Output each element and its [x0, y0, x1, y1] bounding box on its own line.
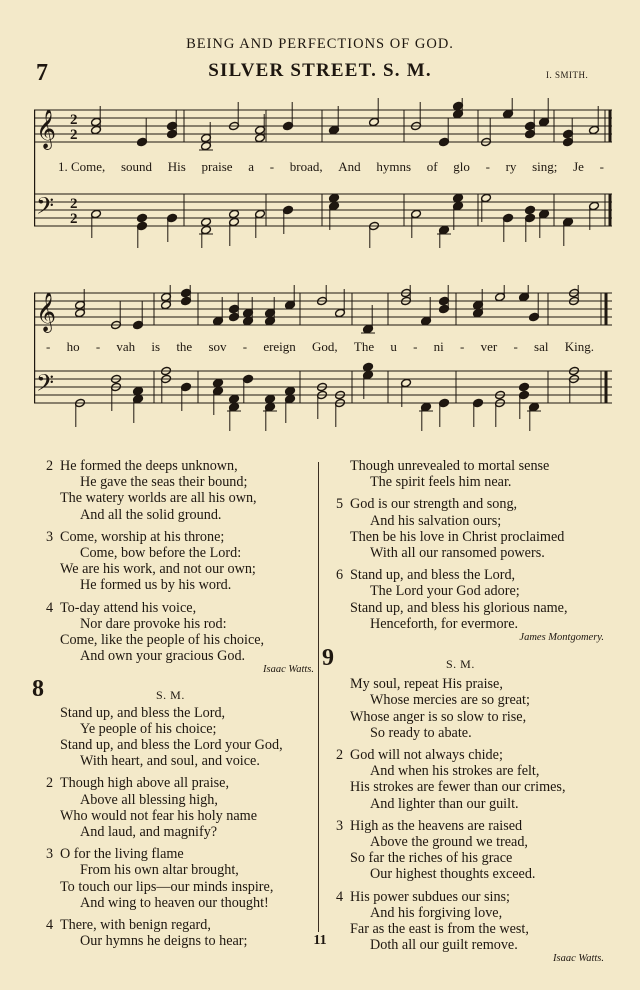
verse-line-text: We are his work, and not our own; [60, 561, 256, 578]
verse-line [46, 879, 314, 895]
quarter-note [133, 386, 144, 395]
verse-line [336, 567, 604, 583]
verse-line-text: Henceforth, for evermore. [370, 615, 519, 632]
lyric-syllable: vah [116, 339, 136, 354]
hymn-number-8: 8 [32, 675, 44, 702]
verse-line-text: And all the solid ground. [80, 506, 222, 523]
verse-line-text: Doth all our guilt remove. [370, 937, 518, 954]
verse-line-text: Whose anger is so slow to rise, [350, 708, 527, 725]
verse [46, 775, 314, 840]
verse-line-text: He gave the seas their bound; [80, 474, 248, 491]
lyric-syllable: - [413, 339, 418, 354]
verse-number: 5 [336, 496, 344, 513]
verse-line-text: His power subdues our sins; [350, 888, 510, 905]
verse-line-text: Above all blessing high, [80, 791, 218, 808]
verse-line-text: Ye people of his choice; [80, 720, 217, 737]
lyric-syllable: ry [505, 159, 517, 174]
right-column [322, 458, 604, 968]
verse-line-text: My soul, repeat His praise, [350, 676, 503, 693]
verse-line [336, 725, 604, 741]
lyric-syllable: - [460, 339, 465, 354]
verse-line-text: Come, like the people of his choice, [60, 632, 265, 649]
treble-clef-icon: 𝄞 [36, 292, 57, 332]
verse-line-text: And wing to heaven our thought! [80, 894, 269, 911]
quarter-note [137, 213, 148, 222]
lyric-syllable: - [599, 159, 604, 174]
verse-line [336, 529, 604, 545]
verse-line [46, 616, 314, 632]
lyric-syllable: 1. Come, [58, 159, 106, 174]
verse-line [46, 753, 314, 769]
verse-line-text: God will not always chide; [350, 747, 503, 764]
quarter-note [453, 193, 464, 202]
lyric-syllable: a [248, 159, 255, 174]
verse-line-text: With heart, and soul, and voice. [80, 753, 260, 770]
column-divider [318, 462, 319, 932]
lyric-syllable: sing; [532, 159, 558, 174]
verse-line [46, 561, 314, 577]
verse-line [46, 474, 314, 490]
running-head: BEING AND PERFECTIONS OF GOD. [186, 36, 454, 52]
verse-line [336, 747, 604, 763]
verse-line [46, 775, 314, 791]
verse-line-text: Stand up, and bless his glorious name, [350, 599, 568, 616]
verse [46, 705, 314, 770]
verse-line [336, 496, 604, 512]
verse-line [336, 545, 604, 561]
lyric-syllable: God, [312, 339, 338, 354]
verse-line-text: O for the living flame [60, 846, 184, 863]
verse [336, 496, 604, 561]
verse-line [336, 779, 604, 795]
verse-line-text: So ready to abate. [370, 724, 472, 741]
verse-line [46, 529, 314, 545]
lyric-syllable: hymns [376, 159, 412, 174]
verse-line-text: There, with benign regard, [60, 917, 211, 934]
lyric-syllable: His [167, 159, 186, 174]
verse-number: 6 [336, 567, 344, 584]
verse-line-text: He formed us by his word. [80, 577, 232, 594]
verse-line [336, 866, 604, 882]
verse-line [46, 846, 314, 862]
verse-line [46, 490, 314, 506]
verse-line [336, 834, 604, 850]
verse-number: 4 [46, 599, 54, 616]
music-staff-system-2 [34, 285, 612, 435]
verse-line-text: The spirit feels him near. [370, 474, 512, 491]
lyric-syllable: - [269, 159, 275, 174]
verse-line-text: And own your gracious God. [80, 648, 246, 665]
quarter-note [519, 382, 530, 391]
verse [46, 846, 314, 911]
verse-line-text: God is our strength and song, [350, 496, 518, 513]
lyric-syllable: ereign [263, 339, 296, 354]
hymn-7-author: Isaac Watts. [263, 664, 314, 676]
verse-line-text: Come, bow before the Lord: [80, 545, 242, 562]
verse-line [336, 763, 604, 779]
hymn-9-verses [336, 676, 604, 953]
hymn-8-author: James Montgomery. [519, 632, 604, 644]
verse-line [336, 583, 604, 599]
verse-line [336, 889, 604, 905]
verse-line [336, 692, 604, 708]
verse-line-text: And laud, and magnify? [80, 824, 218, 841]
verse-line [336, 458, 604, 474]
left-column [32, 458, 314, 950]
hymn-9-author: Isaac Watts. [553, 953, 604, 965]
verse-line [46, 632, 314, 648]
lyric-syllable: ver [480, 339, 498, 354]
verse [336, 818, 604, 883]
music-system-2 [34, 285, 612, 435]
verse-line [336, 818, 604, 834]
quarter-note [265, 394, 276, 403]
tune-title: SILVER STREET. S. M. [208, 60, 432, 81]
lyric-syllable: u [390, 339, 397, 354]
verse-line-text: Stand up, and bless the Lord, [350, 567, 516, 584]
verse-line-text: Then be his love in Christ proclaimed [350, 528, 565, 545]
verse [336, 458, 604, 490]
lyric-syllable: ho [66, 339, 80, 354]
quarter-note [525, 205, 536, 214]
verse-line [46, 862, 314, 878]
verse-number: 2 [46, 775, 54, 792]
hymn-7-verses [46, 458, 314, 664]
verse-line [46, 808, 314, 824]
verse-line-text: His strokes are fewer than our crimes, [350, 779, 566, 796]
verse-line-text: And his salvation ours; [370, 512, 502, 529]
page-number: 11 [313, 933, 327, 948]
verse-number: 4 [46, 917, 54, 934]
verse [336, 567, 604, 632]
verse-line-text: Our highest thoughts exceed. [370, 866, 536, 883]
lyric-syllable: of [426, 159, 438, 174]
lyric-syllable: Je [573, 159, 584, 174]
verse [46, 458, 314, 523]
half-note [229, 209, 240, 218]
verse-number: 2 [336, 747, 344, 764]
verse-number: 4 [336, 888, 344, 905]
verse [336, 747, 604, 812]
verse-line-text: High as the heavens are raised [350, 817, 523, 834]
bass-clef-icon: 𝄢 [36, 192, 55, 225]
lyric-syllable: The [353, 339, 375, 354]
verse-line [46, 824, 314, 840]
lyric-syllable: King. [564, 339, 594, 354]
lyric-syllable: sound [121, 159, 153, 174]
verse-line [46, 577, 314, 593]
verse-line-text: And when his strokes are felt, [370, 763, 540, 780]
verse-line-text: Who would not fear his holy name [60, 807, 258, 824]
time-signature: 2 [70, 127, 78, 143]
verse-number: 2 [46, 458, 54, 474]
lyric-syllable: - [485, 159, 490, 174]
verse [336, 676, 604, 741]
verse-line [46, 600, 314, 616]
verse-line [336, 513, 604, 529]
quarter-note [363, 362, 374, 371]
verse-line [46, 895, 314, 911]
verse-line-text: So far the riches of his grace [350, 850, 513, 867]
verse-line-text: Stand up, and bless the Lord your God, [60, 737, 283, 754]
verse-line-text: With all our ransomed powers. [370, 545, 545, 562]
quarter-note [229, 394, 240, 403]
verse-line-text: Far as the east is from the west, [350, 921, 529, 938]
verse-line [46, 792, 314, 808]
lyric-syllable: - [242, 339, 248, 354]
verse-line [336, 850, 604, 866]
lyric-syllable: - [95, 339, 101, 354]
lyric-syllable: sov [208, 339, 227, 354]
verse-line-text: And his forgiving love, [370, 904, 503, 921]
verse [46, 600, 314, 665]
verse-line [46, 917, 314, 933]
lyric-syllable: praise [201, 159, 233, 174]
hymn-number-7: 7 [36, 60, 48, 86]
lyric-syllable: sal [534, 339, 549, 354]
verse-line-text: The Lord your God adore; [370, 583, 520, 600]
hymn-8-continued-verses [336, 458, 604, 632]
verse-line [46, 737, 314, 753]
verse-line-text: The watery worlds are all his own, [60, 490, 257, 507]
hymn-number-9: 9 [322, 645, 334, 672]
lyric-syllable: is [151, 339, 161, 354]
verse-line [336, 796, 604, 812]
verse-line-text: He formed the deeps unknown, [60, 458, 238, 474]
quarter-note [213, 378, 224, 387]
lyrics-line-2 [46, 339, 594, 355]
lyric-syllable: ni [433, 339, 444, 354]
hymn-9-meter: S. M. [446, 657, 475, 672]
quarter-note [285, 386, 296, 395]
verse [46, 529, 314, 594]
verse-line-text: Nor dare provoke his rod: [80, 615, 227, 632]
time-signature: 2 [70, 196, 78, 212]
hymn-8-verses [46, 705, 314, 950]
verse-line [46, 458, 314, 474]
verse-line [46, 507, 314, 523]
verse-line-text: Though high above all praise, [60, 775, 230, 792]
quarter-note [329, 193, 340, 202]
verse-line-text: Above the ground we tread, [370, 834, 528, 851]
lyric-syllable: And [338, 159, 361, 174]
half-note [201, 217, 212, 226]
verse-line [46, 721, 314, 737]
verse-line-text: To-day attend his voice, [60, 599, 197, 616]
verse-line-text: Come, worship at his throne; [60, 528, 225, 545]
verse-line [46, 705, 314, 721]
verse-line-text: Though unrevealed to mortal sense [350, 458, 550, 474]
hymn-9-heading [322, 645, 604, 676]
verse-line-text: From his own altar brought, [80, 862, 239, 879]
time-signature: 2 [70, 211, 78, 227]
verse-line-text: Whose mercies are so great; [370, 692, 530, 709]
verse-line-text: Our hymns he deigns to hear; [80, 933, 248, 950]
lyric-syllable: broad, [289, 159, 323, 174]
verse-line [336, 676, 604, 692]
lyric-syllable: - [46, 339, 51, 354]
verse-line-text: Stand up, and bless the Lord, [60, 704, 226, 721]
verse-number: 3 [336, 817, 344, 834]
verse-number: 3 [46, 846, 54, 863]
time-signature: 2 [70, 112, 78, 128]
verse-line [336, 709, 604, 725]
verse-line [336, 474, 604, 490]
verse-line [336, 905, 604, 921]
verse-line [46, 545, 314, 561]
treble-clef-icon: 𝄞 [36, 109, 57, 149]
lyric-syllable: - [513, 339, 518, 354]
hymn-8-meter: S. M. [156, 687, 185, 702]
hymn-8-heading [32, 675, 314, 705]
verse-line-text: And lighter than our guilt. [370, 795, 519, 812]
verse-line [336, 600, 604, 616]
verse-line-text: To touch our lips—our minds inspire, [60, 878, 274, 895]
lyric-syllable: the [176, 339, 193, 354]
composer: I. SMITH. [546, 70, 589, 80]
lyric-syllable: glo [453, 159, 470, 174]
verse-number: 3 [46, 528, 54, 545]
bass-clef-icon: 𝄢 [36, 369, 55, 402]
lyrics-line-1 [58, 159, 604, 175]
